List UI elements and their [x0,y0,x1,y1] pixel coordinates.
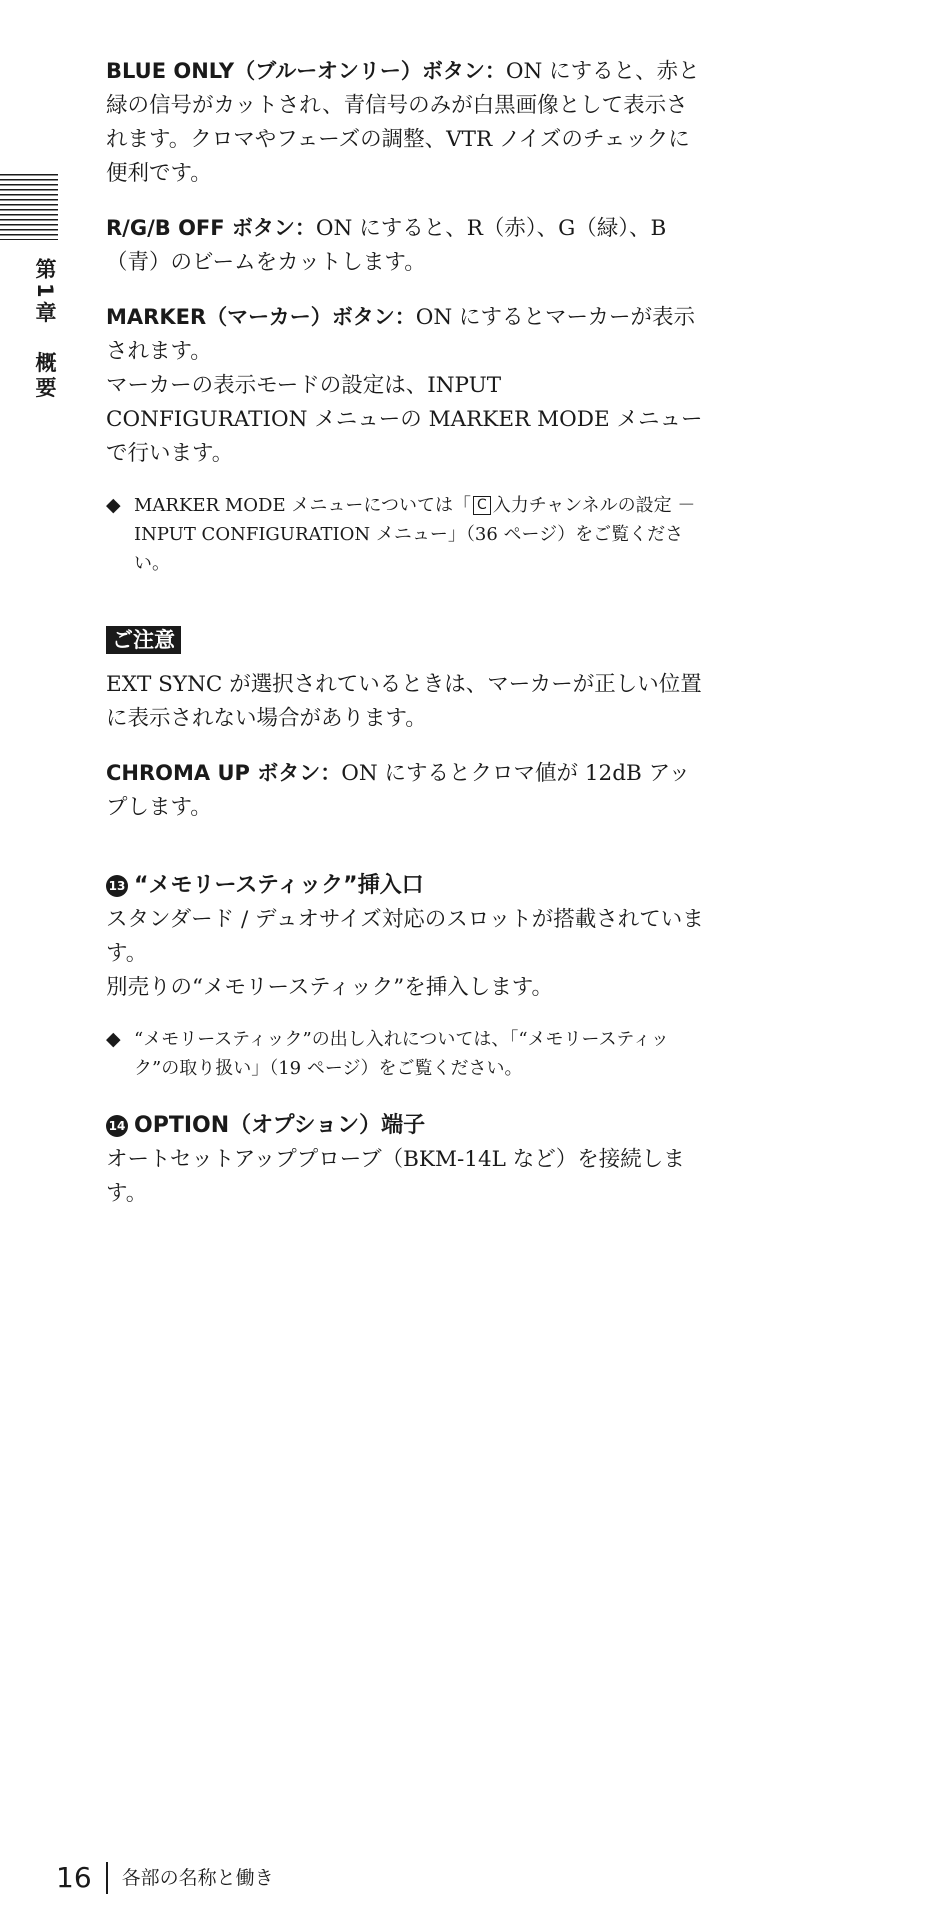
number-14-icon: 14 [106,1115,128,1137]
rgb-off-description [106,211,706,280]
memory-ref-text: “メモリースティック”の出し入れについては、「“メモリースティック”の取り扱い」（19 ページ）をご覧ください。 [134,1029,669,1079]
chroma-up-label: CHROMA UP ボタン： [106,761,342,785]
memory-stick-text: スタンダード / デュオサイズ対応のスロットが搭載されています。 [106,907,704,966]
number-13-icon: 13 [106,875,128,897]
blue-only-label: BLUE ONLY（ブルーオンリー）ボタン： [106,59,506,83]
blue-only-text: ON にすると、赤と緑の信号がカットされ、青信号のみが白黒画像として表示されます。クロマやフェーズの調整、VTR ノイズのチェックに便利です。 [106,59,700,186]
boxed-c-icon: C [473,496,491,515]
option-text: オートセットアッププローブ（BKM-14L など）を接続します。 [106,1147,685,1206]
marker-description [106,300,706,471]
chapter-tab-lines [0,174,58,240]
page-footer [56,1862,274,1894]
memory-stick-description [106,903,706,1005]
marker-ref-text-after: 入力チャンネルの設定 － INPUT CONFIGURATION メニュー」（36 ページ）をご覧ください。 [134,495,696,574]
marker-text: ON にするとマーカーが表示されます。 [106,305,696,364]
rgb-off-text: ON にすると、R（赤）、G（緑）、B（青）のビームをカットします。 [106,216,667,275]
memory-stick-text-2: 別売りの“メモリースティック”を挿入します。 [106,975,554,1000]
blue-only-description [106,54,706,191]
caution-text: EXT SYNC が選択されているときは、マーカーが正しい位置に表示されない場合があります。 [106,672,702,731]
marker-ref-text-before: MARKER MODE メニューについては「 [134,495,471,516]
option-heading [106,1109,706,1143]
memory-stick-reference [106,1025,706,1083]
chapter-tab-label: 第1章 概要 [33,258,57,402]
footer-section-title: 各部の名称と働き [121,1867,274,1889]
marker-label: MARKER（マーカー）ボタン： [106,305,416,329]
chroma-up-text: ON にするとクロマ値が 12dB アップします。 [106,761,691,820]
marker-mode-reference [106,491,706,578]
memory-stick-heading [106,869,706,903]
footer-divider [106,1862,108,1894]
reference-diamond-icon: ◆ [106,1028,121,1050]
caution-badge: ご注意 [106,626,181,654]
page-content [106,54,706,1231]
marker-text-2: マーカーの表示モードの設定は、INPUT CONFIGURATION メニューの MARKER MODE メニューで行います。 [106,373,703,466]
rgb-off-label: R/G/B OFF ボタン： [106,216,316,240]
page-number: 16 [56,1861,92,1894]
reference-diamond-icon: ◆ [106,494,121,516]
chroma-up-description [106,756,706,825]
caution-heading-wrap [106,626,706,654]
memory-stick-heading-text: “メモリースティック”挿入口 [134,873,424,898]
option-heading-text: OPTION（オプション）端子 [134,1113,426,1138]
